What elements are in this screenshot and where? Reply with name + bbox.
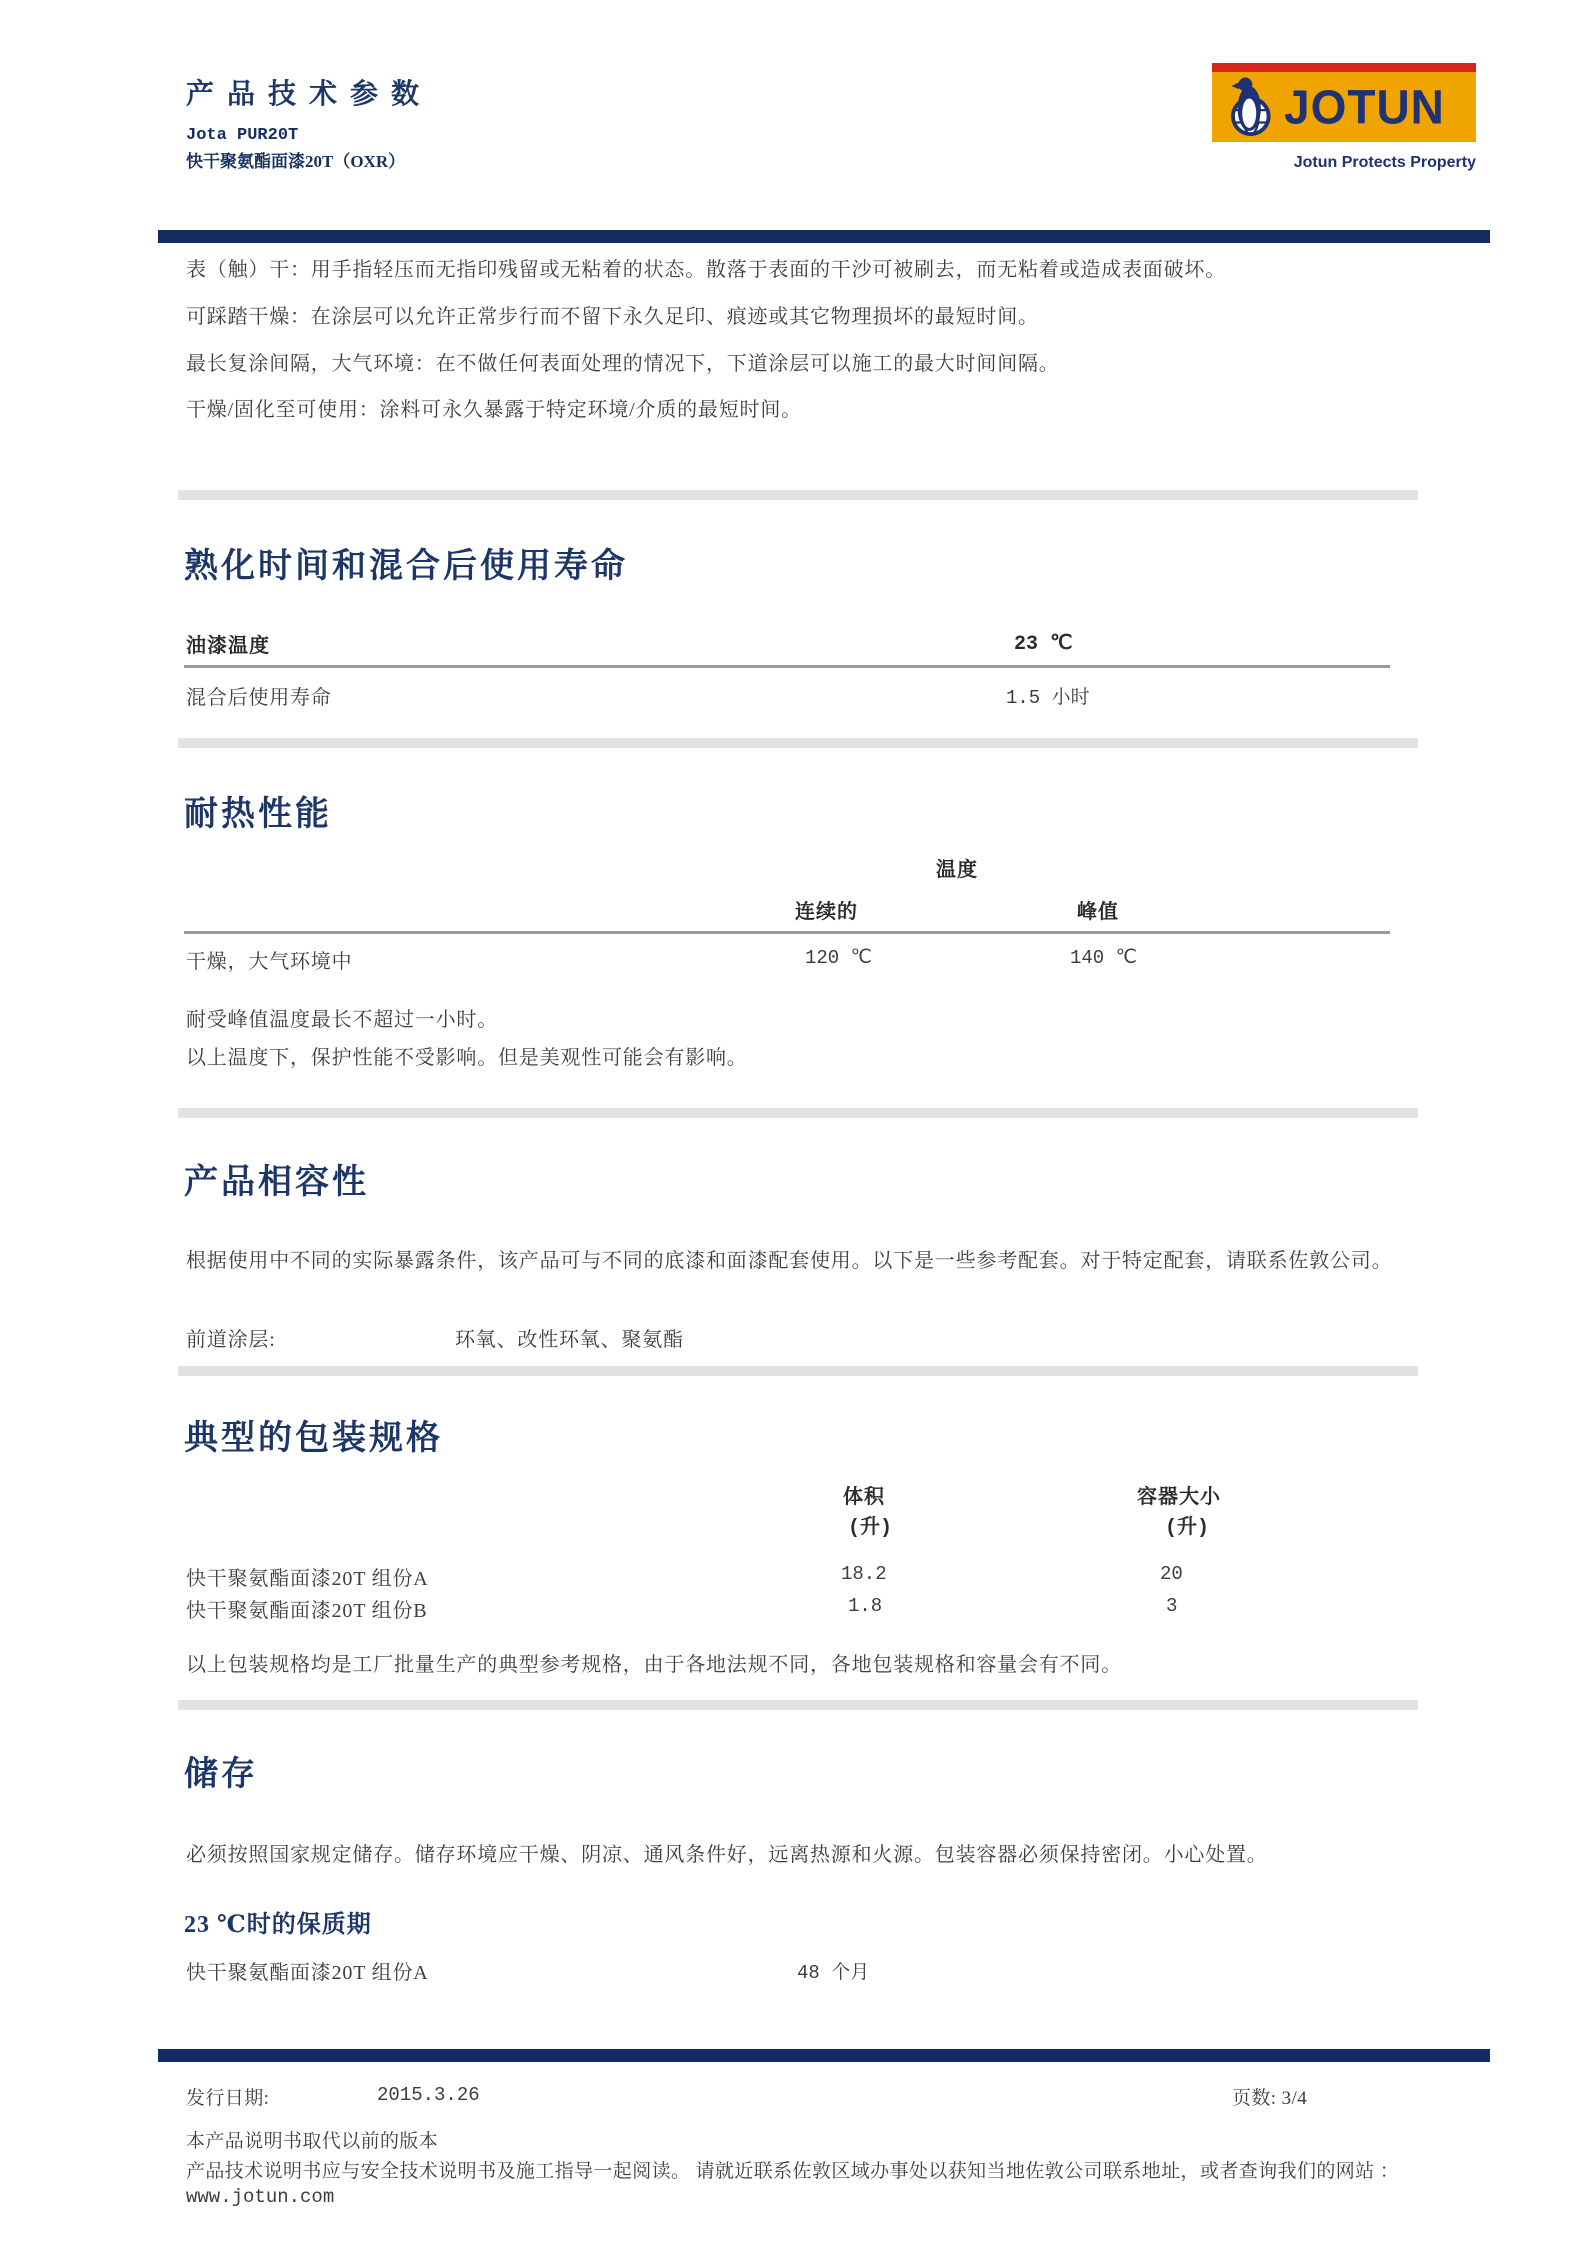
storage-heading: 储存	[184, 1756, 258, 1793]
compatibility-intro: 根据使用中不同的实际暴露条件，该产品可与不同的底漆和面漆配套使用。以下是一些参考配套。对于特定配套，请联系佐敦公司。	[186, 1250, 1393, 1272]
page-title: 产品技术参数	[186, 79, 433, 110]
section-divider	[178, 738, 1418, 748]
footer-read-with-note: 产品技术说明书应与安全技术说明书及施工指导一起阅读。 请就近联系佐敦区域办事处以获知当地佐敦公司联系地址，或者查询我们的网站 ：	[186, 2161, 1400, 2182]
pot-life-row-label: 混合后使用寿命	[186, 687, 332, 709]
heat-note-2: 以上温度下，保护性能不受影响。但是美观性可能会有影响。	[186, 1047, 748, 1069]
packaging-row-label: 快干聚氨酯面漆20T 组份B	[186, 1600, 428, 1622]
compatibility-heading: 产品相容性	[184, 1164, 369, 1201]
header-divider-bar	[158, 230, 1490, 243]
heat-row-label: 干燥，大气环境中	[186, 951, 353, 973]
product-code: Jota PUR20T	[186, 126, 299, 145]
jotun-logo	[1212, 63, 1476, 172]
penguin-globe-icon	[1224, 76, 1276, 138]
packaging-row-volume: 1.8	[848, 1595, 883, 1617]
table-rule	[184, 665, 1390, 668]
shelf-life-row-label: 快干聚氨酯面漆20T 组份A	[186, 1962, 429, 1984]
previous-coat-value: 环氧、改性环氧、聚氨酯	[455, 1329, 684, 1351]
packaging-heading: 典型的包装规格	[184, 1420, 443, 1457]
heat-peak-value: 140 ℃	[1070, 947, 1137, 969]
definition-dry-to-service: 干燥/固化至可使用：涂料可永久暴露于特定环境/介质的最短时间。	[186, 399, 802, 421]
section-divider	[178, 1366, 1418, 1376]
peak-column-header: 峰值	[1077, 901, 1119, 923]
logo-wordmark: JOTUN	[1284, 79, 1445, 135]
website-link[interactable]: www.jotun.com	[186, 2186, 335, 2208]
packaging-row-size: 3	[1166, 1595, 1178, 1617]
logo-yellow-box	[1212, 72, 1476, 142]
container-size-column-header: 容器大小	[1137, 1486, 1221, 1508]
volume-unit: (升)	[848, 1517, 893, 1540]
heat-note-1: 耐受峰值温度最长不超过一小时。	[186, 1009, 498, 1031]
continuous-column-header: 连续的	[795, 901, 858, 923]
storage-body: 必须按照国家规定储存。储存环境应干燥、阴凉、通风条件好，远离热源和火源。包装容器必须保持密闭。小心处置。	[186, 1844, 1268, 1866]
pot-life-row-value: 1.5 小时	[1006, 687, 1090, 709]
footer-divider-bar	[158, 2049, 1490, 2062]
heat-resistance-heading: 耐热性能	[184, 796, 332, 833]
paint-temperature-label: 油漆温度	[186, 635, 270, 657]
temperature-group-header: 温度	[936, 859, 978, 881]
heat-continuous-value: 120 ℃	[805, 947, 872, 969]
paint-temperature-value: 23 ℃	[1014, 633, 1073, 656]
packaging-row-size: 20	[1160, 1563, 1183, 1585]
logo-tagline: Jotun Protects Property	[1293, 154, 1476, 171]
shelf-life-heading: 23 ℃时的保质期	[184, 1912, 372, 1938]
packaging-row-volume: 18.2	[841, 1563, 887, 1585]
table-rule	[184, 931, 1390, 934]
issue-date-label: 发行日期:	[186, 2088, 270, 2109]
container-size-unit: (升)	[1165, 1517, 1210, 1540]
footer-supersedes-note: 本产品说明书取代以前的版本	[186, 2131, 439, 2152]
previous-coat-label: 前道涂层:	[186, 1329, 276, 1351]
definition-touch-dry: 表（触）干：用手指轻压而无指印残留或无粘着的状态。散落于表面的干沙可被刷去，而无粘着或造成表面破坏。	[186, 259, 1226, 281]
definition-max-overcoat: 最长复涂间隔，大气环境：在不做任何表面处理的情况下，下道涂层可以施工的最大时间间隔。	[186, 353, 1060, 375]
volume-column-header: 体积	[843, 1486, 885, 1508]
pot-life-heading: 熟化时间和混合后使用寿命	[184, 548, 628, 585]
section-divider	[178, 1700, 1418, 1710]
product-name: 快干聚氨酯面漆20T（OXR）	[186, 152, 406, 171]
section-divider	[178, 490, 1418, 500]
issue-date-value: 2015.3.26	[377, 2084, 480, 2106]
page-number: 页数: 3/4	[1232, 2088, 1308, 2109]
packaging-note: 以上包装规格均是工厂批量生产的典型参考规格，由于各地法规不同，各地包装规格和容量会有不同。	[186, 1654, 1122, 1676]
definition-walk-on-dry: 可踩踏干燥：在涂层可以允许正常步行而不留下永久足印、痕迹或其它物理损坏的最短时间。	[186, 306, 1039, 328]
shelf-life-row-value: 48 个月	[797, 1962, 870, 1984]
section-divider	[178, 1108, 1418, 1118]
packaging-row-label: 快干聚氨酯面漆20T 组份A	[186, 1568, 429, 1590]
